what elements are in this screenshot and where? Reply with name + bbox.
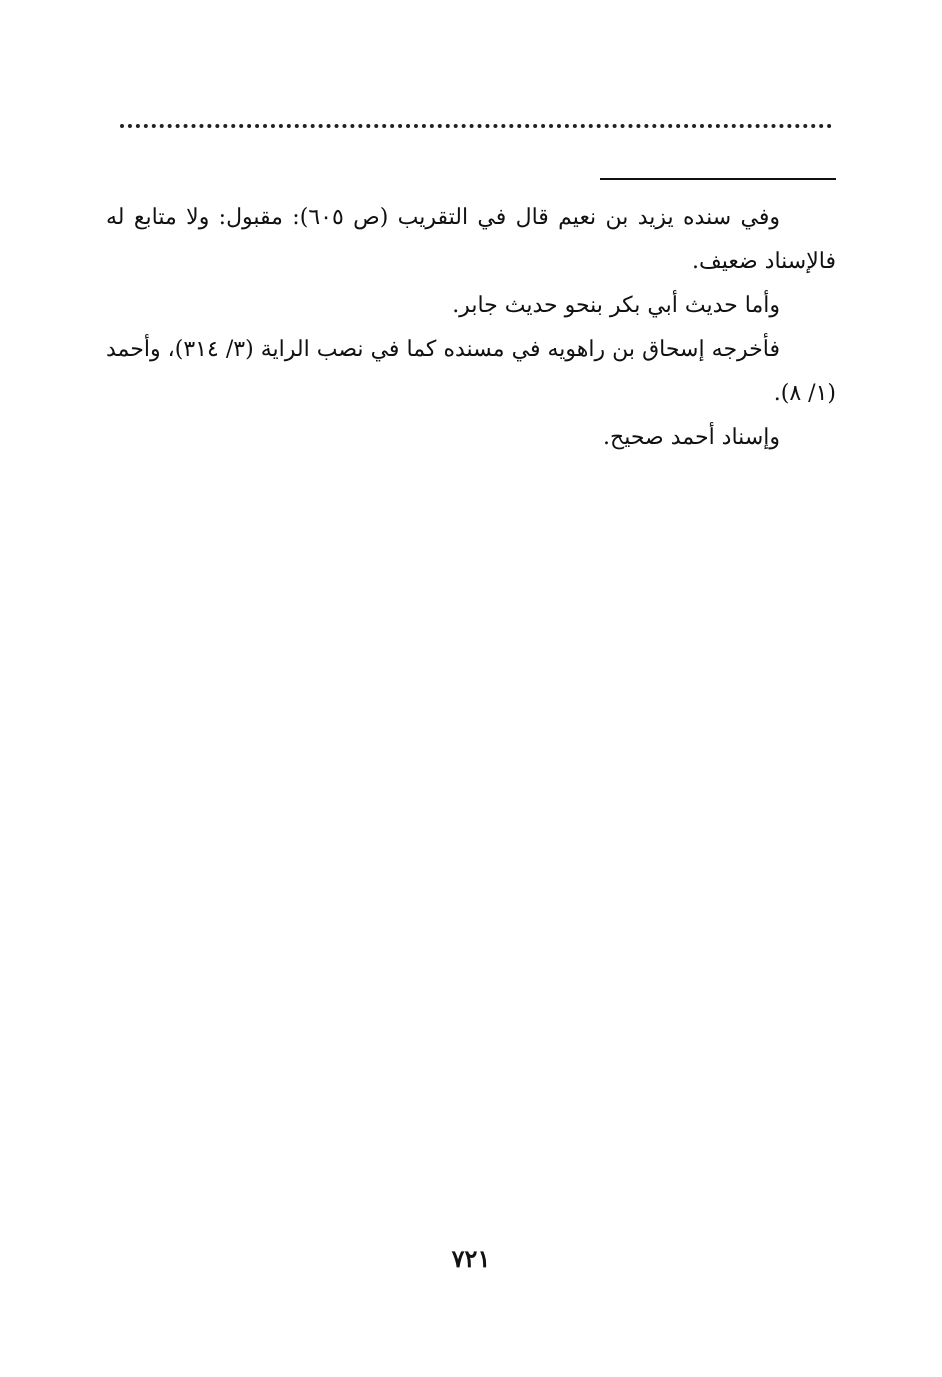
footnote-paragraph-2: وأما حديث أبي بكر بنحو حديث جابر. <box>452 293 780 318</box>
dotted-separator <box>120 124 832 128</box>
page-number: ٧٢١ <box>451 1244 491 1273</box>
footnote-paragraph-4: وإسناد أحمد صحيح. <box>603 425 780 450</box>
footnote-separator-line <box>600 178 836 180</box>
footnote-paragraph-1: وفي سنده يزيد بن نعيم قال في التقريب (ص ٦٠٥): مقبول: ولا متابع له فالإسناد ضعيف. <box>106 205 836 274</box>
footnote-text-block <box>106 196 836 460</box>
footnote-paragraph-3: فأخرجه إسحاق بن راهويه في مسنده كما في نصب الراية (٣/ ٣١٤)، وأحمد (١/ ٨). <box>106 337 836 406</box>
